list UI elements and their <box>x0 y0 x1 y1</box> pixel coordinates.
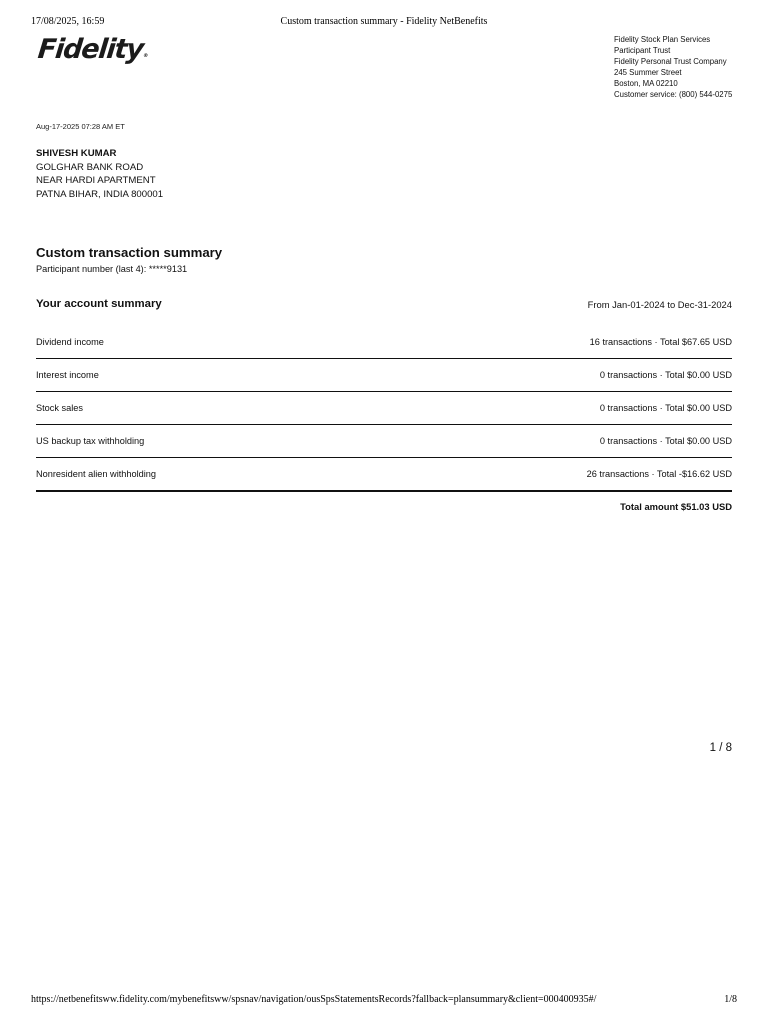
page-title: Custom transaction summary <box>36 245 223 260</box>
total-amount: Total amount $51.03 USD <box>620 501 732 512</box>
summary-row <box>36 458 732 492</box>
row-value: 0 transactions · Total $0.00 USD <box>599 403 732 413</box>
recipient-address-line: PATNA BIHAR, INDIA 800001 <box>36 188 164 200</box>
print-datetime: 17/08/2025, 16:59 <box>31 16 105 27</box>
summary-row <box>36 392 732 425</box>
row-label: Dividend income <box>36 337 104 347</box>
row-value: 26 transactions · Total -$16.62 USD <box>586 469 732 479</box>
summary-row <box>36 359 732 392</box>
company-line: Fidelity Stock Plan Services <box>614 35 711 44</box>
company-line: Participant Trust <box>614 46 671 55</box>
account-summary-header <box>36 298 732 314</box>
row-label: US backup tax withholding <box>36 436 145 446</box>
row-value: 16 transactions · Total $67.65 USD <box>589 337 732 347</box>
registered-mark: ® <box>142 53 149 59</box>
print-header <box>0 16 768 30</box>
logo-text: Fidelity <box>36 34 145 65</box>
generated-timestamp: Aug-17-2025 07:28 AM ET <box>36 122 125 131</box>
page-indicator: 1 / 8 <box>709 742 732 754</box>
company-address <box>614 34 732 100</box>
company-line: Fidelity Personal Trust Company <box>614 57 727 66</box>
summary-row <box>36 326 732 359</box>
summary-table <box>36 326 732 492</box>
row-label: Nonresident alien withholding <box>36 469 157 479</box>
row-value: 0 transactions · Total $0.00 USD <box>599 436 732 446</box>
company-line: Boston, MA 02210 <box>614 79 678 88</box>
print-footer <box>0 994 768 1008</box>
recipient-name: SHIVESH KUMAR <box>36 148 117 159</box>
account-summary-title: Your account summary <box>36 298 162 310</box>
recipient-address <box>36 147 163 201</box>
row-label: Stock sales <box>36 403 83 413</box>
date-range: From Jan-01-2024 to Dec-31-2024 <box>587 299 732 310</box>
print-url: https://netbenefitsww.fidelity.com/mybenefitsww/spsnav/navigation/ousSpsStatementsRecords?fallback=plansummary&client=000400935#/ <box>31 994 597 1005</box>
recipient-address-line: NEAR HARDI APARTMENT <box>36 175 156 187</box>
participant-number: Participant number (last 4): *****9131 <box>36 264 188 274</box>
row-value: 0 transactions · Total $0.00 USD <box>599 370 732 380</box>
company-line: Customer service: (800) 544-0275 <box>614 90 733 99</box>
fidelity-logo <box>36 34 150 65</box>
company-line: 245 Summer Street <box>614 68 682 77</box>
summary-row <box>36 425 732 458</box>
row-label: Interest income <box>36 370 99 380</box>
print-page-title: Custom transaction summary - Fidelity NetBenefits <box>280 16 488 27</box>
recipient-address-line: GOLGHAR BANK ROAD <box>36 161 144 173</box>
print-page-number: 1/8 <box>724 994 737 1005</box>
